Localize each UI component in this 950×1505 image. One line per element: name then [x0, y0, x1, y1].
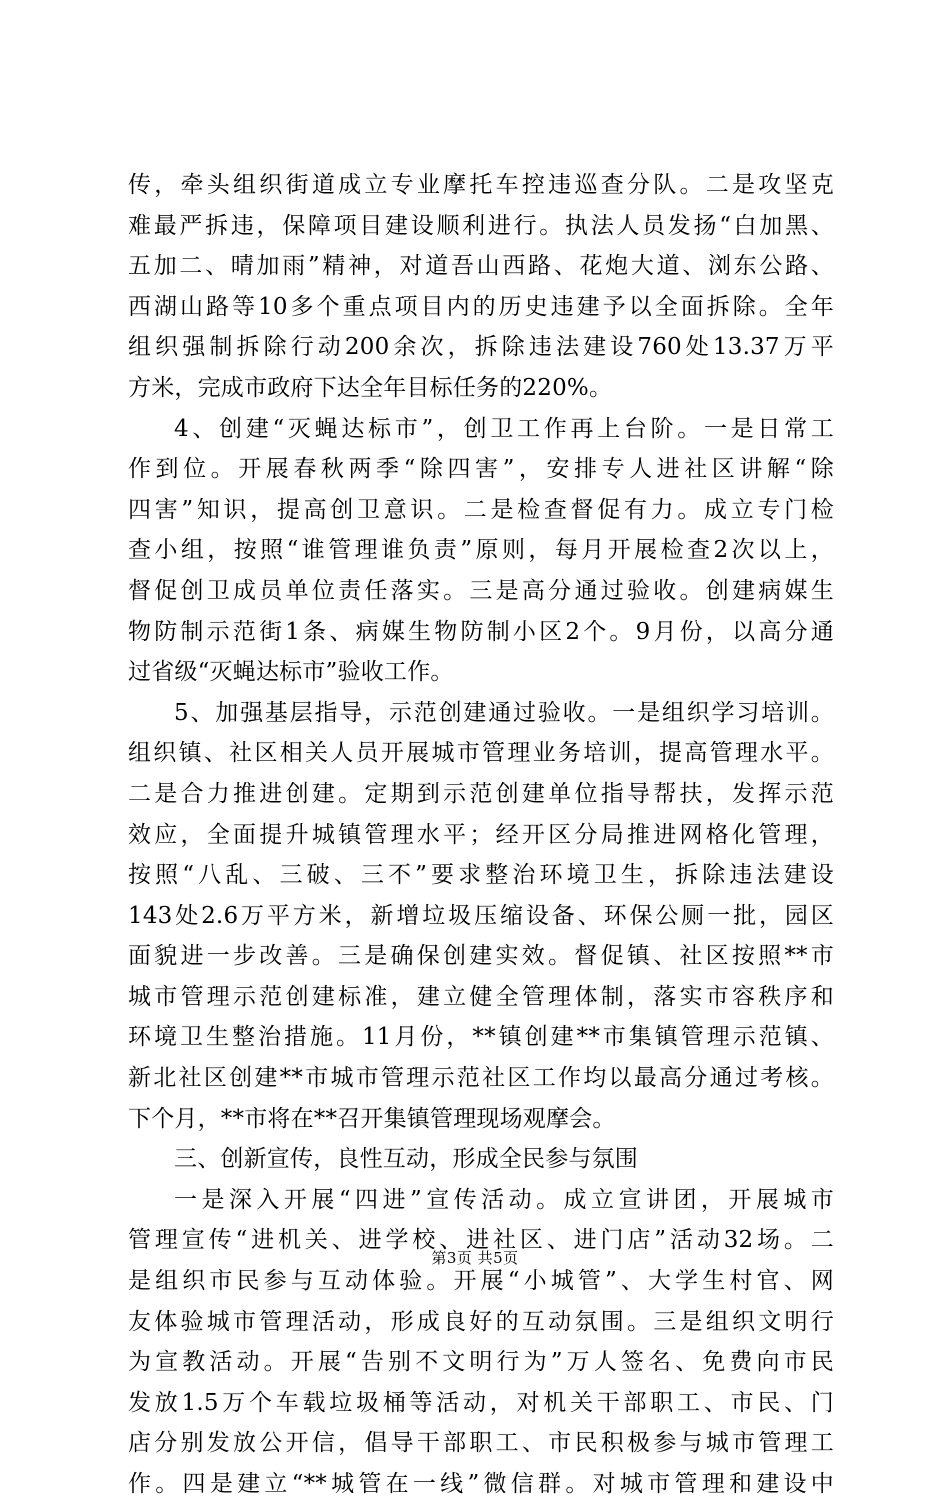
- text-line: 作到位。开展春秋两季“除四害”，安排专人进社区讲解“除: [128, 456, 834, 483]
- document-body: [128, 165, 834, 1505]
- text-line: 是组织市民参与互动体验。开展“小城管”、大学生村官、网: [128, 1268, 834, 1295]
- text-line: 物防制示范街1条、病媒生物防制小区2个。9月份，以高分通: [128, 618, 834, 645]
- text-line: 发放1.5万个车载垃圾桶等活动，对机关干部职工、市民、门: [128, 1389, 834, 1416]
- text-line: 三、创新宣传，良性互动，形成全民参与氛围: [174, 1146, 638, 1173]
- text-line: 按照“八乱、三破、三不”要求整治环境卫生，拆除违法建设: [128, 862, 834, 889]
- text-line: 面貌进一步改善。三是确保创建实效。督促镇、社区按照**市: [128, 943, 834, 970]
- page-number-footer: 第3页 共5页: [431, 1249, 519, 1267]
- text-line: 难最严拆违，保障项目建设顺利进行。执法人员发扬“白加黑、: [128, 212, 834, 239]
- text-line: 组织强制拆除行动200余次，拆除违法建设760处13.37万平: [128, 334, 834, 361]
- text-line: 二是合力推进创建。定期到示范创建单位指导帮扶，发挥示范: [128, 780, 834, 807]
- text-line: 友体验城市管理活动，形成良好的互动氛围。三是组织文明行: [128, 1308, 834, 1335]
- text-line: 西湖山路等10多个重点项目内的历史违建予以全面拆除。全年: [128, 293, 834, 320]
- text-line: 环境卫生整治措施。11月份，**镇创建**市集镇管理示范镇、: [128, 1024, 834, 1051]
- text-line: 5、加强基层指导，示范创建通过验收。一是组织学习培训。: [174, 699, 834, 726]
- text-line: 143处2.6万平方米，新增垃圾压缩设备、环保公厕一批，园区: [128, 902, 834, 929]
- text-line: 传，牵头组织街道成立专业摩托车控违巡查分队。二是攻坚克: [128, 172, 834, 198]
- text-line: 作。四是建立“**城管在一线”微信群。对城市管理和建设中: [128, 1471, 834, 1497]
- text-line: 新北社区创建**市城市管理示范社区工作均以最高分通过考核。: [128, 1065, 834, 1092]
- text-line: 四害”知识，提高创卫意识。二是检查督促有力。成立专门检: [128, 496, 834, 523]
- text-line: 效应，全面提升城镇管理水平；经开区分局推进网格化管理，: [128, 821, 834, 848]
- text-line: 管理宣传“进机关、进学校、进社区、进门店”活动32场。二: [128, 1227, 834, 1254]
- text-line: 店分别发放公开信，倡导干部职工、市民积极参与城市管理工: [128, 1430, 834, 1457]
- text-line: 4、创建“灭蝇达标市”，创卫工作再上台阶。一是日常工: [174, 415, 834, 442]
- text-line: 下个月，**市将在**召开集镇管理现场观摩会。: [128, 1105, 616, 1132]
- text-line: 过省级“灭蝇达标市”验收工作。: [128, 659, 454, 686]
- text-line: 为宣教活动。开展“告别不文明行为”万人签名、免费向市民: [128, 1349, 834, 1376]
- text-line: 查小组，按照“谁管理谁负责”原则，每月开展检查2次以上，: [128, 537, 834, 564]
- text-line: 五加二、晴加雨”精神，对道吾山西路、花炮大道、浏东公路、: [128, 253, 834, 280]
- text-line: 城市管理示范创建标准，建立健全管理体制，落实市容秩序和: [128, 983, 834, 1010]
- text-line: 一是深入开展“四进”宣传活动。成立宣讲团，开展城市: [174, 1186, 834, 1213]
- text-line: 督促创卫成员单位责任落实。三是高分通过验收。创建病媒生: [128, 577, 834, 604]
- text-line: 组织镇、社区相关人员开展城市管理业务培训，提高管理水平。: [128, 740, 834, 767]
- text-line: 方米，完成市政府下达全年目标任务的220%。: [128, 374, 613, 401]
